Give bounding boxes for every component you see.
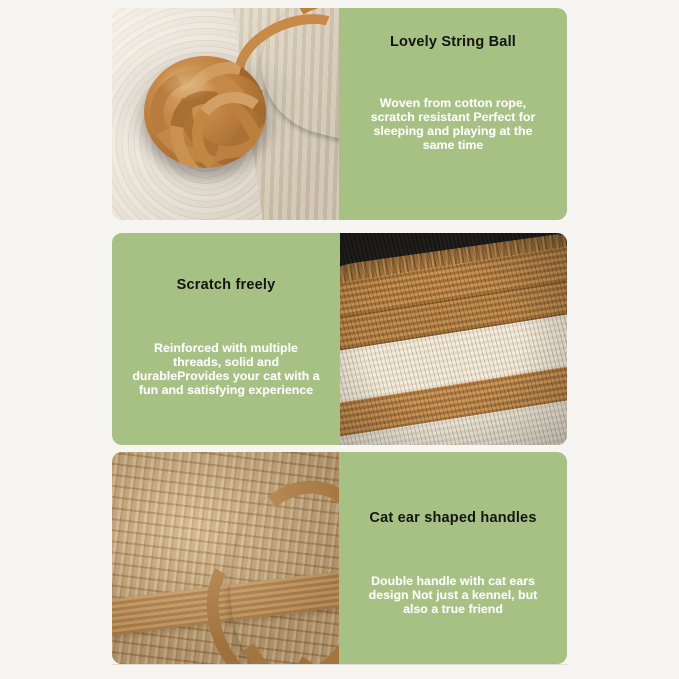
bottom-divider	[112, 664, 567, 665]
product-photo-weave-detail	[340, 233, 567, 445]
feature-text-block-2	[112, 233, 340, 445]
product-photo-handle	[112, 452, 339, 664]
feature-text-block-1	[339, 8, 567, 220]
feature-body-3: Double handle with cat ears design Not just a kennel, but also a true friend	[368, 574, 538, 617]
feature-title-3: Cat ear shaped handles	[369, 510, 537, 526]
feature-text-block-3	[339, 452, 567, 664]
feature-body-2: Reinforced with multiple threads, solid and durableProvides your cat with a fun and satisfying experience	[132, 341, 320, 398]
feature-title-2: Scratch freely	[176, 277, 276, 293]
feature-body-1: Woven from cotton rope, scratch resistant Perfect for sleeping and playing at the same time	[370, 96, 536, 153]
photo-shading-3	[112, 452, 339, 664]
rope-ball	[144, 56, 266, 168]
rope-ball-highlight	[158, 64, 216, 102]
product-photo-string-ball	[112, 8, 339, 220]
feature-panel-lovely-string-ball	[112, 8, 567, 220]
feature-panel-cat-ear-handles	[112, 452, 567, 664]
feature-panel-scratch-freely	[112, 233, 567, 445]
feature-title-1: Lovely String Ball	[389, 34, 517, 50]
